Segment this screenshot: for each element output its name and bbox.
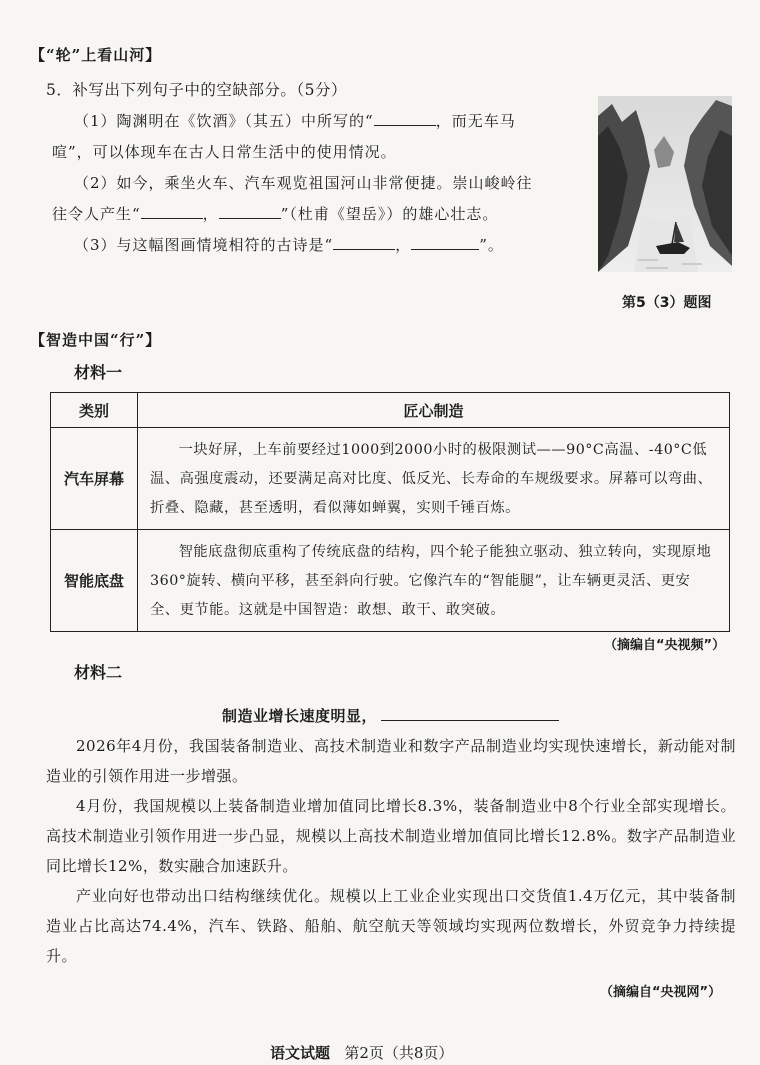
item1-text-b: ，而无车马 [435,112,516,130]
answer-blank [333,235,395,250]
page-footer [270,1042,453,1063]
headline-text: 制造业增长速度明显， [222,707,378,725]
source-note-1: （摘编自“央视频”） [604,638,726,653]
material-1-table [50,392,730,632]
table-header-category: 类别 [51,393,138,428]
item3-text-a: （3）与这幅图画情境相符的古诗是“ [74,236,334,254]
section-title-2: 【智造中国“行”】 [30,331,162,349]
material-1-label: 材料一 [74,363,123,382]
item2-text-d: ”（杜甫《望岳》）的雄心壮志。 [280,205,499,223]
item3-line [74,234,504,255]
item3-text-c: ”。 [479,236,504,254]
answer-blank [374,111,436,126]
item2-line2 [52,203,498,224]
paragraph-1: 2026年4月份，我国装备制造业、高技术制造业和数字产品制造业均实现快速增长，新动能对制造业的引领作用进一步增强。 [46,737,736,785]
article-headline [222,705,559,726]
answer-blank [219,204,281,219]
answer-blank [411,235,479,250]
table-cell-category: 智能底盘 [51,530,138,632]
answer-blank [381,706,559,721]
image-caption: 第5（3）题图 [622,295,712,311]
item3-text-b: ， [395,236,412,254]
item2-text-c: ， [202,205,219,223]
section-title-1: 【“轮”上看山河】 [30,46,162,64]
material-2-body [46,731,736,971]
table-cell-content [138,530,730,632]
table-header-content: 匠心制造 [138,393,730,428]
table-cell-content [138,428,730,530]
footer-subject: 语文试题 [270,1044,331,1062]
row1-text: 一块好屏，上车前要经过1000到2000小时的极限测试——90°C高温、-40°C低温、高强度震动，还要满足高对比度、低反光、长寿命的车规级要求。屏幕可以弯曲、折叠、隐藏，甚至透明，看似薄如蝉翼，实则千锤百炼。 [150,442,713,516]
table-row [51,428,730,530]
paragraph-3: 产业向好也带动出口结构继续优化。规模以上工业企业实现出口交货值1.4万亿元，其中装备制造业占比高达74.4%，汽车、铁路、船舶、航空航天等领域均实现两位数增长，外贸竞争力持续提升。 [46,887,736,965]
landscape-painting-image [598,96,732,272]
table-row [51,530,730,632]
source-note-2: （摘编自“央视网”） [600,985,722,1000]
row2-text: 智能底盘彻底重构了传统底盘的结构，四个轮子能独立驱动、独立转向，实现原地360°旋转、横向平移，甚至斜向行驶。它像汽车的“智能腿”，让车辆更灵活、更安全、更节能。这就是中国智造：敢想、敢干、敢突破。 [150,544,712,618]
item1-line1 [74,110,516,131]
answer-blank [141,204,203,219]
footer-page-number: 第2页（共8页） [344,1044,454,1062]
item1-line2: 喧”，可以体现车在古人日常生活中的使用情况。 [52,143,397,161]
table-cell-category: 汽车屏幕 [51,428,138,530]
paragraph-2: 4月份，我国规模以上装备制造业增加值同比增长8.3%，装备制造业中8个行业全部实现增长。高技术制造业引领作用进一步凸显，规模以上高技术制造业增加值同比增长12.8%。数字产品制造业同比增长12%，数实融合加速跃升。 [46,797,736,875]
table-header-row [51,393,730,428]
item1-text-a: （1）陶渊明在《饮酒》（其五）中所写的“ [74,112,374,130]
item2-line1: （2）如今，乘坐火车、汽车观览祖国河山非常便捷。崇山峻岭往 [74,174,533,192]
item2-text-b: 往令人产生“ [52,205,141,223]
material-2-label: 材料二 [74,663,123,682]
question-5: 5．补写出下列句子中的空缺部分。（5分） [46,81,347,99]
